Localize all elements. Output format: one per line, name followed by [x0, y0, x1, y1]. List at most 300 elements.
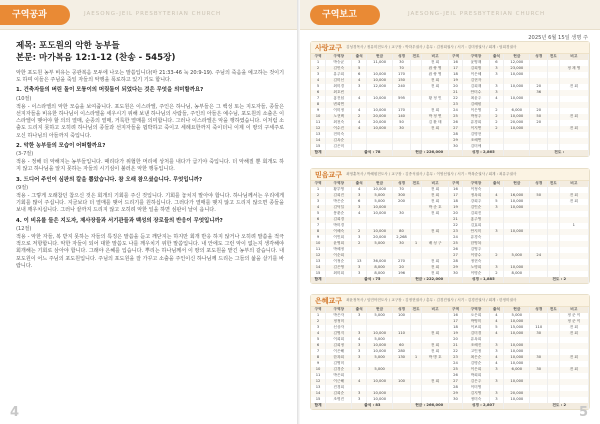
total-cell: 출석 : 83: [352, 403, 393, 409]
table-cell: 김 환 태: [422, 120, 448, 126]
table-cell: 3: [489, 391, 504, 397]
table-cell: 10,000: [366, 349, 392, 355]
table-cell: 30: [393, 241, 411, 247]
total-cell: 전도 : 2: [530, 277, 589, 283]
table-cell: 전 회: [559, 193, 588, 199]
table-cell: 최은순: [463, 355, 489, 361]
table-cell: 8,000: [366, 271, 392, 277]
district-section: [310, 168, 590, 284]
table-cell: 정정미: [326, 319, 352, 325]
lesson-intro: 악한 포도원 농부 비유는 공관복음 모두에 나오는 말씀입니다(마 21:33-46 눅 20:9-19). 주님의 죽음을 예고하는 것이기도 하며 이들은 주님을 죽일 자들의 악행을 폭로하고 있기 기도 합니다.: [16, 70, 284, 84]
table-cell: 1: [559, 223, 588, 229]
table-cell: 노명희: [463, 265, 489, 271]
table-cell: 23,000: [504, 66, 530, 72]
column-header: 구역: [448, 181, 463, 187]
column-header: 성경: [393, 54, 411, 60]
table-cell: 30: [448, 271, 463, 277]
table-cell: 50: [393, 120, 411, 126]
table-cell: 140: [393, 114, 411, 120]
table-cell: 3: [352, 355, 367, 361]
column-header: 성경: [530, 54, 548, 60]
table-cell: 3: [352, 84, 367, 90]
table-cell: 30: [448, 144, 463, 150]
table-cell: 60: [393, 343, 411, 349]
column-header: 구역장: [463, 54, 489, 60]
district-table: [311, 307, 589, 409]
table-cell: 10,000: [504, 126, 530, 132]
table-cell: 유옥희: [463, 337, 489, 343]
table-cell: 12: [311, 379, 326, 385]
total-cell: [326, 403, 352, 409]
table-cell: 12,000: [504, 60, 530, 66]
table-cell: 4: [352, 337, 367, 343]
table-cell: 김희진: [463, 211, 489, 217]
total-cell: [448, 150, 463, 156]
table-cell: 240: [393, 84, 411, 90]
table-cell: 김지영: [463, 391, 489, 397]
table-cell: 10,000: [366, 391, 392, 397]
table-cell: 5,000: [504, 253, 530, 259]
column-header: 구역: [311, 307, 326, 313]
column-header: 출석: [489, 181, 504, 187]
table-cell: 4: [352, 108, 367, 114]
district-staff-info: 최윤정목사 / 임민아전도사 / 교구장 : 김정현권사 / 총무 : 김경진권사 / 서기 : 김경진권사 / 회계 : 한정미권사: [346, 298, 517, 302]
table-cell: 3: [489, 84, 504, 90]
table-cell: 30: [530, 367, 548, 373]
table-cell: 박은자: [326, 313, 352, 319]
table-cell: 전 회: [422, 271, 448, 277]
table-cell: 이수진: [326, 126, 352, 132]
table-cell: 8: [311, 229, 326, 235]
table-cell: 4: [311, 205, 326, 211]
table-cell: 10: [311, 241, 326, 247]
table-cell: 300: [393, 193, 411, 199]
table-cell: 9: [311, 235, 326, 241]
table-cell: 24: [448, 235, 463, 241]
table-cell: 50: [530, 114, 548, 120]
table-cell: 이은희: [463, 367, 489, 373]
table-cell: 2: [489, 120, 504, 126]
table-cell: 5,000: [366, 241, 392, 247]
table-cell: 3: [352, 367, 367, 373]
table-cell: 2: [352, 229, 367, 235]
table-cell: 최미경: [326, 84, 352, 90]
table-cell: 30: [393, 126, 411, 132]
table-cell: 5: [489, 325, 504, 331]
column-header: 비고: [422, 54, 448, 60]
table-cell: 30: [448, 397, 463, 403]
column-header: 비고: [559, 181, 588, 187]
table-cell: 4: [352, 126, 367, 132]
total-cell: 전도 :: [530, 150, 589, 156]
table-cell: 전 회: [422, 211, 448, 217]
table-cell: 김현자: [463, 78, 489, 84]
table-cell: 30: [530, 355, 548, 361]
table-cell: 전 회: [422, 349, 448, 355]
table-cell: 16: [448, 187, 463, 193]
table-cell: 13: [311, 132, 326, 138]
table-cell: 130: [393, 355, 411, 361]
column-header: 출석: [352, 181, 367, 187]
table-cell: 24: [448, 108, 463, 114]
table-cell: 6: [311, 90, 326, 96]
table-cell: 노현택: [326, 114, 352, 120]
table-cell: 김민숙: [326, 66, 352, 72]
table-cell: 26: [448, 120, 463, 126]
district-staff-info: 김성경목사 / 정유미전도사 / 교구장 : 박하우권사 / 총무 : 김정희권사 / 서기 : 김미정권사 / 회계 : 엄희경권사: [346, 45, 517, 49]
table-cell: 21: [448, 217, 463, 223]
question-2: 2. 악한 농부들의 모습이 어떠할까요?: [16, 142, 106, 149]
table-cell: 110: [530, 325, 548, 331]
table-cell: 박혜정: [326, 247, 352, 253]
table-cell: 25: [448, 367, 463, 373]
table-cell: 50: [530, 193, 548, 199]
table-cell: 3: [352, 205, 367, 211]
table-cell: 안지미: [463, 229, 489, 235]
table-cell: 이은영: [463, 108, 489, 114]
table-cell: 29: [448, 138, 463, 144]
table-cell: 4: [352, 187, 367, 193]
table-cell: 김혜원: [463, 102, 489, 108]
table-cell: 전 회: [422, 265, 448, 271]
table-cell: 이순희: [326, 253, 352, 259]
column-header: 성경: [530, 181, 548, 187]
table-cell: 변희연: [326, 102, 352, 108]
table-cell: 29: [448, 265, 463, 271]
column-header: 헌금: [366, 307, 392, 313]
column-header: 전도: [410, 54, 422, 60]
table-cell: 이미영: [463, 385, 489, 391]
column-header: 헌금: [366, 181, 392, 187]
table-cell: 16: [448, 60, 463, 66]
column-header: 헌금: [366, 54, 392, 60]
table-cell: 100: [393, 379, 411, 385]
total-cell: [326, 150, 352, 156]
district-section: [310, 41, 590, 157]
right-page: [300, 0, 600, 424]
total-cell: 전도 : 2: [530, 403, 589, 409]
table-cell: 홍진섭: [326, 96, 352, 102]
question-4: 4. 이 비유를 들은 지도자, 제사장들과 서기관들과 백성의 장로들의 반응이 무엇입니까?: [16, 217, 223, 224]
table-cell: 4: [311, 331, 326, 337]
table-cell: 3: [352, 235, 367, 241]
table-cell: 20: [530, 84, 548, 90]
district-staff-info: 최영훈목사 / 박혜원전도사 / 교구장 : 김종석권사 / 총무 : 이영선권사 / 서기 : 박복순권사 / 회계 : 최유주권사: [346, 172, 517, 176]
table-cell: 15: [311, 144, 326, 150]
question-1-verse: (10절): [16, 95, 32, 102]
table-cell: 김희경: [326, 217, 352, 223]
column-header: 성경: [393, 307, 411, 313]
table-cell: 4: [489, 96, 504, 102]
table-cell: 20: [393, 265, 411, 271]
table-cell: 23: [448, 102, 463, 108]
column-header: 전도: [547, 307, 559, 313]
table-cell: 7: [311, 96, 326, 102]
table-cell: 10,000: [366, 108, 392, 114]
table-cell: 20: [530, 108, 548, 114]
question-4-verse: (12절): [16, 225, 32, 232]
table-cell: 9: [311, 108, 326, 114]
table-cell: 15: [311, 397, 326, 403]
table-cell: 21: [448, 90, 463, 96]
table-cell: 유주희: [326, 72, 352, 78]
table-cell: 18: [448, 199, 463, 205]
table-cell: 10,000: [504, 72, 530, 78]
right-header: [300, 0, 600, 30]
table-cell: 김명순: [463, 361, 489, 367]
table-cell: 19: [448, 78, 463, 84]
total-cell: 합계: [311, 403, 326, 409]
total-cell: 헌금 : 266,000: [410, 403, 448, 409]
table-cell: 전 회: [559, 84, 588, 90]
left-header: [0, 0, 298, 30]
table-cell: 이희희: [326, 337, 352, 343]
district-section: [310, 294, 590, 410]
table-cell: 3: [352, 60, 367, 66]
sermon-title-block: [16, 40, 175, 64]
table-cell: 3: [352, 331, 367, 337]
table-cell: 정현숙: [463, 259, 489, 265]
column-header: 성경: [393, 181, 411, 187]
total-cell: 성경 : 2,865: [463, 150, 504, 156]
district-section-header: [311, 295, 589, 307]
table-cell: 17: [448, 319, 463, 325]
table-cell: 정 재 영: [559, 66, 588, 72]
table-cell: 36: [530, 90, 548, 96]
table-cell: 3: [489, 343, 504, 349]
table-cell: 28: [448, 132, 463, 138]
table-cell: 10,000: [366, 343, 392, 349]
report-date: 2025년 6월 15일 생명 주: [528, 35, 588, 41]
table-cell: 이정순: [326, 259, 352, 265]
table-cell: 전 회: [422, 60, 448, 66]
table-cell: 2: [489, 108, 504, 114]
total-row: [311, 403, 589, 409]
table-cell: 김희순: [326, 391, 352, 397]
table-cell: 20,000: [504, 391, 530, 397]
table-cell: 10,000: [366, 96, 392, 102]
district-table: [311, 181, 589, 283]
table-cell: 1: [311, 60, 326, 66]
table-cell: 2: [489, 126, 504, 132]
table-cell: 전 회: [422, 259, 448, 265]
table-cell: 14: [311, 138, 326, 144]
table-cell: 5,000: [504, 313, 530, 319]
table-cell: 전미숙: [326, 132, 352, 138]
table-cell: 70: [393, 66, 411, 72]
table-cell: 10,000: [504, 331, 530, 337]
table-cell: 8: [311, 355, 326, 361]
table-cell: 20: [448, 337, 463, 343]
left-header-subtitle: JAESONG-JEIL PRESBYTERIAN CHURCH: [84, 11, 222, 17]
table-cell: 김미경: [463, 331, 489, 337]
table-cell: 20: [448, 84, 463, 90]
table-cell: 박 정 연: [422, 114, 448, 120]
table-cell: 김옥순: [326, 138, 352, 144]
total-cell: [448, 277, 463, 283]
table-cell: 10,000: [366, 126, 392, 132]
table-cell: 2,268: [393, 235, 411, 241]
table-cell: 이인희: [326, 235, 352, 241]
table-cell: 196: [393, 271, 411, 277]
table-cell: 조혜진: [463, 343, 489, 349]
table-cell: 최천숙: [326, 120, 352, 126]
table-cell: 12: [311, 253, 326, 259]
table-cell: 안미수: [463, 90, 489, 96]
table-cell: 3: [489, 349, 504, 355]
table-cell: 박희희: [463, 373, 489, 379]
table-cell: 6: [311, 343, 326, 349]
table-cell: 10,000: [366, 72, 392, 78]
table-cell: 김은영: [326, 265, 352, 271]
table-cell: 22: [448, 223, 463, 229]
table-cell: 10,000: [504, 349, 530, 355]
table-cell: 21: [448, 343, 463, 349]
table-cell: 10,000: [504, 397, 530, 403]
table-cell: 이보희: [463, 325, 489, 331]
table-cell: 4: [489, 355, 504, 361]
table-cell: 1: [311, 313, 326, 319]
table-cell: 4: [489, 313, 504, 319]
table-cell: 4: [352, 78, 367, 84]
district-section-header: [311, 169, 589, 181]
table-cell: 20,000: [366, 120, 392, 126]
table-cell: 6: [489, 60, 504, 66]
table-cell: 10,000: [366, 331, 392, 337]
column-header: 구역장: [326, 181, 352, 187]
table-cell: 잡 쌍 영: [422, 66, 448, 72]
table-cell: 5: [311, 337, 326, 343]
table-cell: 4: [352, 96, 367, 102]
table-cell: 박은희: [326, 373, 352, 379]
table-cell: 3: [489, 90, 504, 96]
table-cell: 10,000: [504, 355, 530, 361]
column-header: 구역: [311, 54, 326, 60]
table-cell: 2: [311, 66, 326, 72]
table-cell: 1: [410, 241, 422, 247]
table-cell: 윤영희: [326, 241, 352, 247]
table-cell: 오은희: [463, 313, 489, 319]
table-cell: 3: [489, 72, 504, 78]
left-page-number: 4: [10, 405, 20, 420]
table-cell: 김희재: [463, 84, 489, 90]
table-cell: 110: [393, 331, 411, 337]
table-cell: 20,000: [504, 120, 530, 126]
table-cell: 최미희: [326, 271, 352, 277]
table-cell: 김경순: [326, 367, 352, 373]
column-header: 비고: [559, 54, 588, 60]
table-cell: 박미경: [326, 223, 352, 229]
total-cell: 합계: [311, 277, 326, 283]
table-cell: 박영미: [463, 319, 489, 325]
total-cell: 헌금 : 226,000: [410, 150, 448, 156]
table-cell: 2: [311, 193, 326, 199]
table-cell: 2: [352, 241, 367, 247]
question-3: 3. 드디어 주인이 심판의 칼을 뽑았습니다. 참 오래 참으셨습니다. 무엇입니까?: [16, 176, 203, 183]
table-cell: 16: [448, 313, 463, 319]
total-cell: 출석 : 75: [352, 277, 393, 283]
table-cell: 2: [352, 114, 367, 120]
table-cell: 전 회: [422, 193, 448, 199]
table-cell: 6: [352, 72, 367, 78]
table-cell: 고인정: [463, 349, 489, 355]
table-cell: 10,000: [504, 361, 530, 367]
table-cell: 595: [393, 96, 411, 102]
lesson-title: 제목: 포도원의 악한 농부들: [16, 41, 120, 51]
table-cell: 전 회: [422, 343, 448, 349]
table-cell: 80: [393, 229, 411, 235]
district-name: 은혜교구: [315, 296, 343, 305]
left-page: [0, 0, 298, 424]
column-header: 출석: [352, 54, 367, 60]
table-cell: 5: [311, 84, 326, 90]
table-cell: 3: [489, 205, 504, 211]
table-cell: 전 회: [422, 331, 448, 337]
table-cell: 정옥희: [463, 193, 489, 199]
table-cell: 10,000: [366, 229, 392, 235]
table-cell: 김희진: [326, 193, 352, 199]
table-cell: 10,000: [504, 229, 530, 235]
table-cell: 김미선: [326, 78, 352, 84]
table-cell: 10,000: [366, 397, 392, 403]
table-cell: 전 회: [422, 379, 448, 385]
table-cell: 유경희: [463, 120, 489, 126]
table-cell: 10,000: [366, 379, 392, 385]
table-cell: 13: [352, 259, 367, 265]
table-cell: 8: [311, 102, 326, 108]
table-cell: 24: [530, 253, 548, 259]
table-cell: 이지연: [463, 126, 489, 132]
table-cell: 25: [448, 114, 463, 120]
district-name: 믿음교구: [315, 170, 343, 179]
total-cell: 합계: [311, 150, 326, 156]
column-header: 비고: [422, 307, 448, 313]
right-header-subtitle: JAESONG-JEIL PRESBYTERIAN CHURCH: [408, 11, 546, 17]
table-cell: 전 회: [422, 199, 448, 205]
total-cell: [326, 277, 352, 283]
table-cell: 김은주: [463, 379, 489, 385]
left-section-tab: 구역공과: [0, 5, 70, 25]
table-cell: 25: [448, 241, 463, 247]
table-cell: 3: [489, 229, 504, 235]
table-cell: 김은미: [326, 144, 352, 150]
table-cell: 한복희: [326, 355, 352, 361]
table-cell: 전 회: [559, 367, 588, 373]
table-cell: 10,000: [504, 84, 530, 90]
table-cell: 27: [448, 379, 463, 385]
total-cell: [393, 150, 411, 156]
column-header: 출석: [489, 54, 504, 60]
table-cell: 10: [311, 367, 326, 373]
table-cell: 70: [393, 187, 411, 193]
table-cell: 10,000: [366, 205, 392, 211]
column-header: 성경: [530, 307, 548, 313]
table-cell: 황부영: [326, 187, 352, 193]
table-cell: 14: [311, 265, 326, 271]
table-cell: 10,000: [366, 78, 392, 84]
table-cell: 200: [393, 199, 411, 205]
table-cell: 홍주영: [463, 217, 489, 223]
table-cell: 5,000: [366, 367, 392, 373]
total-row: [311, 277, 589, 283]
table-cell: 22: [448, 96, 463, 102]
table-cell: 전 회: [422, 78, 448, 84]
table-cell: 19: [448, 331, 463, 337]
table-cell: 4: [489, 319, 504, 325]
table-cell: 이미정: [326, 108, 352, 114]
table-cell: 이혜숙: [326, 229, 352, 235]
table-cell: 5,000: [366, 337, 392, 343]
